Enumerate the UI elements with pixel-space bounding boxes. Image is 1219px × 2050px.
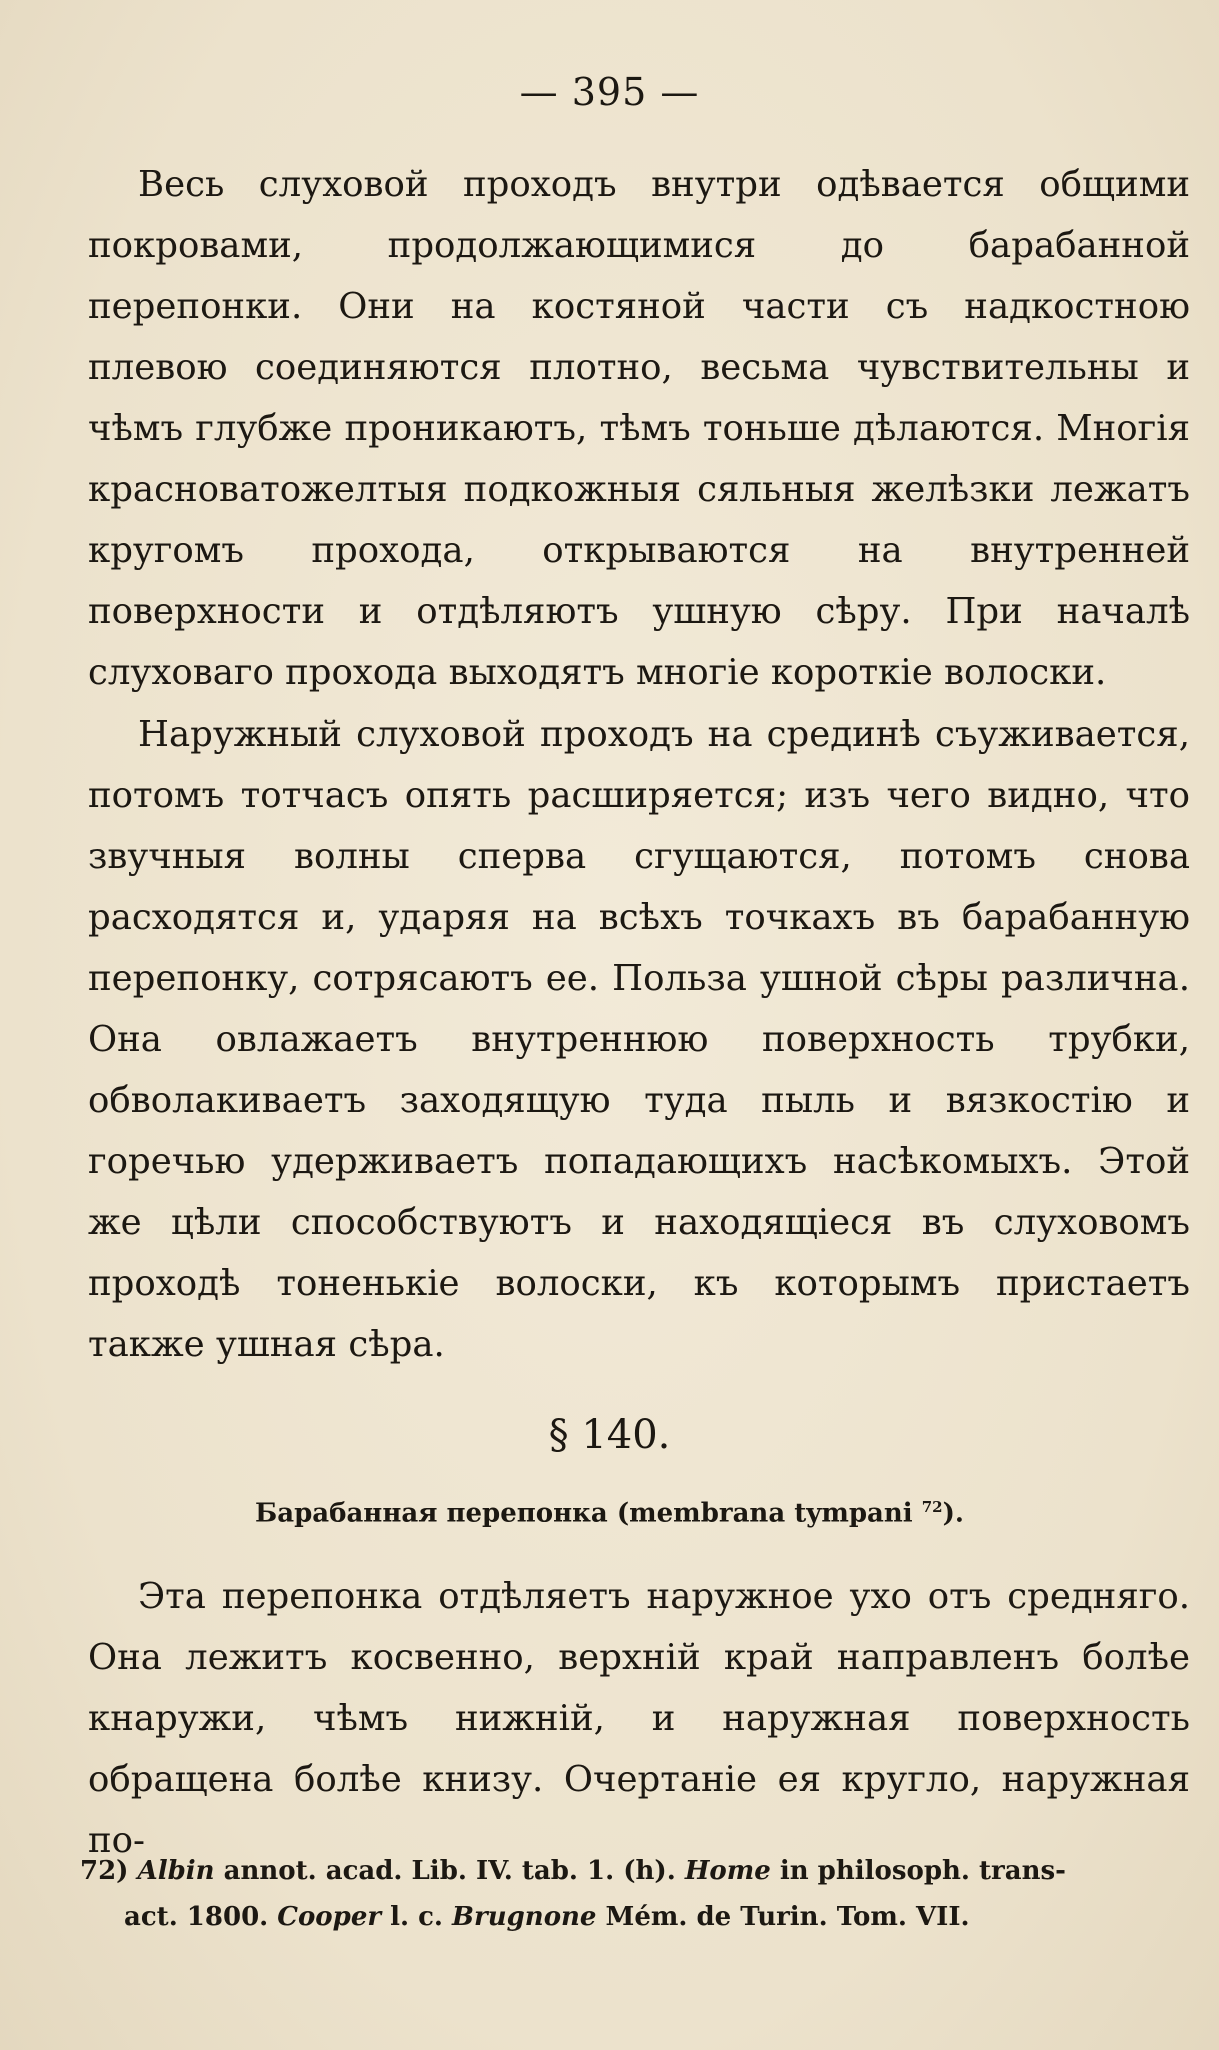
paragraph-1: Весь слуховой проходъ внутри одѣвается общими покровами, продолжающимися до барабанной перепонки. Они на костяной части съ надкостною плевою соединяются плотно, весьма чувствительны и чѣмъ глубже проникаютъ, тѣмъ тоньше дѣлаются. Многія красноватожелтыя подкожныя сяльныя желѣзки лежатъ кругомъ прохода, открываются на внутренней поверхности и отдѣляютъ ушную сѣру. При началѣ слуховаго прохода выходятъ многіе короткіе волоски. (88, 164, 1190, 693)
section-title-end: ). (942, 1498, 964, 1529)
footnote-author-cooper: Cooper (277, 1902, 382, 1932)
page-number: — 395 — (519, 70, 700, 114)
section-title (0, 1498, 1219, 1529)
footnote-text-1: annot. acad. Lib. IV. tab. 1. (h). (214, 1856, 685, 1886)
footnote-number: 72) (80, 1856, 129, 1886)
section-title-text: Барабанная перепонка (membrana tympani (255, 1498, 913, 1529)
footnote-text-5: Mém. de Turin. Tom. VII. (596, 1902, 970, 1932)
footnote (80, 1848, 1190, 1940)
section-title-footnote-ref: 72 (921, 1498, 943, 1516)
footnote-text-3: act. 1800. (124, 1902, 278, 1932)
footnote-author-home: Home (684, 1856, 771, 1886)
footnote-author-brugnone: Brugnone (452, 1902, 597, 1932)
paragraph-3: Эта перепонка отдѣляетъ наружное ухо отъ средняго. Она лежитъ косвенно, верхній край направленъ болѣе кнаружи, чѣмъ нижній, и наружная поверхность обращена болѣе книзу. Очертаніе ея кругло, наружная по- (88, 1576, 1190, 1861)
footnote-text-2: in philosoph. trans- (770, 1856, 1066, 1886)
section-number: § 140. (548, 1412, 671, 1458)
paragraph-2: Наружный слуховой проходъ на срединѣ съуживается, потомъ тотчасъ опять расширяется; изъ чего видно, что звучныя волны сперва сгущаются, потомъ снова расходятся и, ударяя на всѣхъ точкахъ въ барабанную перепонку, сотрясаютъ ее. Польза ушной сѣры различна. Она овлажаетъ внутреннюю поверхность трубки, обволакиваетъ заходящую туда пыль и вязкостію и горечью удерживаетъ попадающихъ насѣкомыхъ. Этой же цѣли способствуютъ и находящіеся въ слуховомъ проходѣ тоненькіе волоски, къ которымъ пристаетъ также ушная сѣра. (88, 714, 1190, 1365)
footnote-line-2 (80, 1894, 1190, 1940)
footnote-text-4: l. c. (381, 1902, 453, 1932)
footnote-author-albin: Albin (137, 1856, 215, 1886)
